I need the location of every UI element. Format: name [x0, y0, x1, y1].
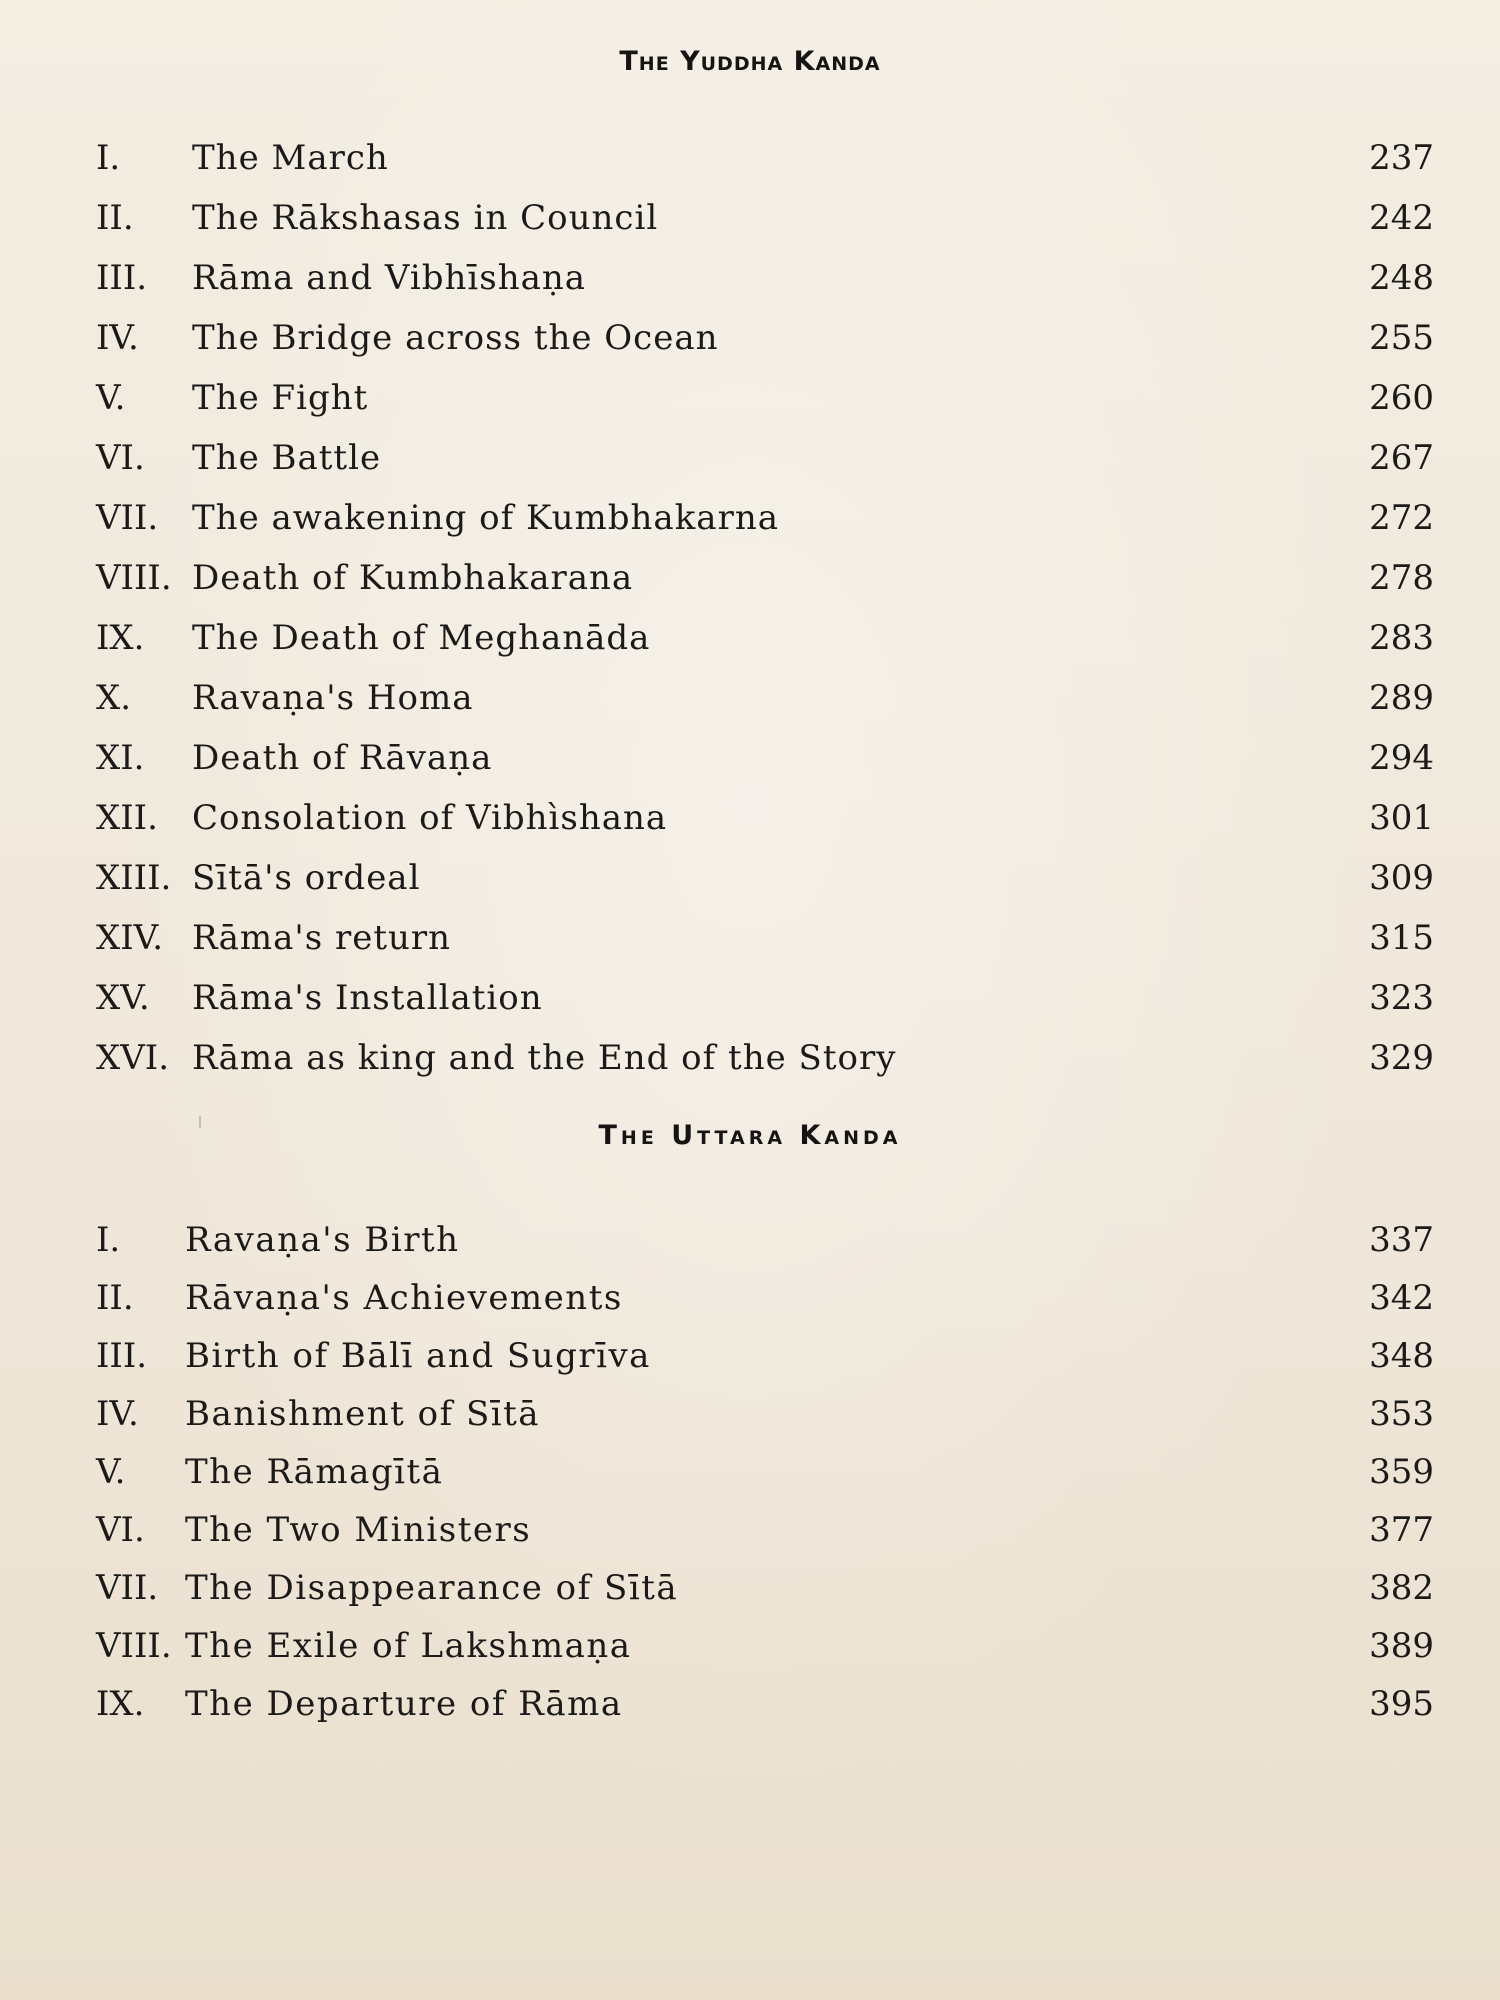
chapter-numeral: IV. [96, 1394, 139, 1434]
chapter-numeral: IX. [96, 1684, 145, 1724]
toc-entry [96, 1028, 1434, 1088]
chapter-numeral: VI. [96, 1510, 145, 1550]
page-number: 337 [1369, 1220, 1434, 1260]
chapter-title: Banishment of Sītā [185, 1394, 541, 1434]
page-number: 237 [1369, 138, 1434, 178]
chapter-title: Rāma and Vibhīshaṇa [192, 258, 587, 298]
toc-entry [96, 608, 1434, 668]
page-number: 289 [1369, 678, 1434, 718]
toc-entry [96, 1269, 1434, 1327]
page-number: 395 [1369, 1684, 1434, 1724]
page-number: 359 [1369, 1452, 1434, 1492]
page-number: 255 [1369, 318, 1434, 358]
toc-entry [96, 1327, 1434, 1385]
chapter-title: The Rāmagītā [185, 1452, 444, 1492]
chapter-numeral: IV. [96, 318, 139, 358]
toc-list-yuddha-kanda [96, 128, 1434, 1088]
chapter-title: The March [192, 138, 389, 178]
page-number: 272 [1369, 498, 1434, 538]
toc-entry [96, 368, 1434, 428]
page-number: 301 [1369, 798, 1434, 838]
chapter-numeral: II. [96, 198, 134, 238]
chapter-numeral: XIII. [96, 858, 172, 898]
chapter-title: The Exile of Lakshmaṇa [185, 1626, 632, 1666]
chapter-title: The Bridge across the Ocean [192, 318, 719, 358]
chapter-numeral: III. [96, 1336, 148, 1376]
page-number: 294 [1369, 738, 1434, 778]
chapter-numeral: I. [96, 138, 121, 178]
page-number: 283 [1369, 618, 1434, 658]
toc-entry [96, 1617, 1434, 1675]
page-number: 248 [1369, 258, 1434, 298]
page-number: 267 [1369, 438, 1434, 478]
chapter-numeral: XVI. [96, 1038, 169, 1078]
section-title-uttara-kanda: The Uttara Kanda [598, 1120, 902, 1151]
toc-entry [96, 1211, 1434, 1269]
page-number: 353 [1369, 1394, 1434, 1434]
chapter-title: Rāma's return [192, 918, 452, 958]
chapter-title: Rāma as king and the End of the Story [192, 1038, 897, 1078]
page-number: 389 [1369, 1626, 1434, 1666]
chapter-title: Sītā's ordeal [192, 858, 421, 898]
chapter-title: Rāma's Installation [192, 978, 543, 1018]
chapter-numeral: VI. [96, 438, 145, 478]
chapter-numeral: I. [96, 1220, 121, 1260]
page-number: 260 [1369, 378, 1434, 418]
chapter-numeral: VII. [96, 498, 159, 538]
toc-entry [96, 1559, 1434, 1617]
toc-entry [96, 848, 1434, 908]
chapter-title: Death of Kumbhakarana [192, 558, 634, 598]
chapter-numeral: XII. [96, 798, 158, 838]
chapter-title: Death of Rāvaṇa [192, 738, 493, 778]
toc-list-uttara-kanda [96, 1211, 1434, 1733]
toc-entry [96, 308, 1434, 368]
chapter-title: Consolation of Vibhìshana [192, 798, 668, 838]
chapter-title: The Rākshasas in Council [192, 198, 659, 238]
page-number: 348 [1369, 1336, 1434, 1376]
page-number: 323 [1369, 978, 1434, 1018]
toc-entry [96, 1501, 1434, 1559]
chapter-title: The Battle [192, 438, 382, 478]
chapter-numeral: XI. [96, 738, 145, 778]
page-number: 329 [1369, 1038, 1434, 1078]
chapter-title: The Disappearance of Sītā [185, 1568, 679, 1608]
toc-entry [96, 248, 1434, 308]
page-number: 342 [1369, 1278, 1434, 1318]
chapter-numeral: VIII. [96, 558, 172, 598]
toc-entry [96, 1443, 1434, 1501]
toc-entry [96, 1385, 1434, 1443]
chapter-title: The Departure of Rāma [185, 1684, 623, 1724]
chapter-title: The Fight [192, 378, 369, 418]
chapter-title: The Death of Meghanāda [192, 618, 651, 658]
toc-entry [96, 1675, 1434, 1733]
toc-entry [96, 968, 1434, 1028]
chapter-numeral: XV. [96, 978, 150, 1018]
page-number: 278 [1369, 558, 1434, 598]
chapter-numeral: II. [96, 1278, 134, 1318]
chapter-numeral: X. [96, 678, 132, 718]
toc-entry [96, 548, 1434, 608]
chapter-title: Ravaṇa's Birth [185, 1220, 460, 1260]
chapter-numeral: III. [96, 258, 148, 298]
toc-entry [96, 428, 1434, 488]
toc-entry [96, 488, 1434, 548]
toc-entry [96, 668, 1434, 728]
chapter-title: Rāvaṇa's Achievements [185, 1278, 623, 1318]
chapter-numeral: VII. [96, 1568, 159, 1608]
chapter-numeral: IX. [96, 618, 145, 658]
section-title-yuddha-kanda: The Yuddha Kanda [619, 46, 881, 77]
chapter-title: Birth of Bālī and Sugrīva [185, 1336, 651, 1376]
chapter-numeral: V. [96, 1452, 126, 1492]
chapter-numeral: VIII. [96, 1626, 172, 1666]
page-number: 377 [1369, 1510, 1434, 1550]
page-number: 309 [1369, 858, 1434, 898]
toc-entry [96, 188, 1434, 248]
page-number: 242 [1369, 198, 1434, 238]
toc-entry [96, 128, 1434, 188]
chapter-numeral: V. [96, 378, 126, 418]
toc-entry [96, 788, 1434, 848]
toc-entry [96, 728, 1434, 788]
toc-entry [96, 908, 1434, 968]
chapter-numeral: XIV. [96, 918, 164, 958]
chapter-title: Ravaṇa's Homa [192, 678, 474, 718]
page-number: 382 [1369, 1568, 1434, 1608]
page-number: 315 [1369, 918, 1434, 958]
chapter-title: The awakening of Kumbhakarna [192, 498, 779, 538]
chapter-title: The Two Ministers [185, 1510, 532, 1550]
